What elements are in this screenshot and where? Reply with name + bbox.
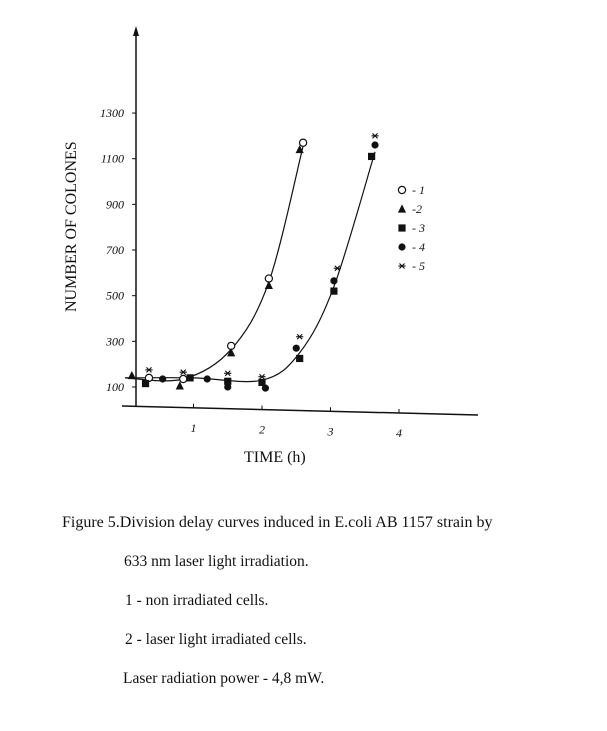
point-series-4 [262,385,269,392]
curve-slow [125,152,375,382]
point-series-2 [265,281,273,289]
point-series-5 [145,367,152,372]
point-series-3 [142,380,149,387]
x-axis-title: TIME (h) [244,449,306,466]
point-series-5 [371,133,378,138]
point-series-5 [180,370,187,375]
point-series-4 [204,375,211,382]
legend-marker-2 [398,204,406,212]
point-series-2 [128,371,136,379]
point-series-1 [300,139,307,146]
point-series-4 [330,277,337,284]
y-tick-label: 300 [106,334,124,349]
point-series-5 [224,371,231,376]
point-series-5 [296,334,303,339]
caption-line-5: Laser radiation power - 4,8 mW. [123,670,325,687]
y-tick-label: 900 [106,197,124,212]
legend-marker-5 [398,263,405,268]
legend-label-5: - 5 [412,259,425,273]
y-ticks [100,106,136,394]
y-tick-label: 500 [106,288,124,303]
legend-label-4: - 4 [412,240,425,254]
legend-marker-4 [398,243,405,250]
x-tick-label: 3 [327,424,334,439]
data-points [128,133,379,391]
curves [125,146,375,381]
x-tick-label: 1 [190,420,197,435]
legend-label-1: - 1 [412,183,425,197]
curve-fast [125,146,303,381]
x-tick-label: 2 [259,422,265,437]
point-series-1 [180,375,187,382]
legend [398,183,425,273]
y-axis [133,26,139,406]
caption-line-3: 1 - non irradiated cells. [125,592,269,609]
point-series-3 [368,153,375,160]
point-series-3 [296,355,303,362]
caption-line-2: 633 nm laser light irradiation. [124,553,309,570]
y-tick-label: 100 [106,380,124,394]
y-tick-label: 700 [106,243,124,258]
point-series-3 [330,288,337,295]
legend-marker-3 [398,224,405,231]
y-axis-title: NUMBER OF COLONES [63,141,80,312]
point-series-4 [224,383,231,390]
point-series-3 [186,374,193,381]
legend-marker-1 [398,186,405,193]
caption-line-1: Figure 5.Division delay curves induced in E.coli AB 1157 strain by [62,514,493,531]
point-series-4 [159,375,166,382]
y-tick-label: 1100 [100,151,124,166]
legend-label-3: - 3 [412,221,425,235]
point-series-5 [258,374,265,379]
x-axis [122,406,478,415]
caption-line-4: 2 - laser light irradiated cells. [125,631,307,648]
point-series-4 [371,141,378,148]
point-series-5 [334,266,341,271]
y-tick-label: 1300 [100,106,124,121]
x-tick-label: 4 [396,426,402,441]
legend-label-2: -2 [412,202,422,216]
point-series-4 [293,345,300,352]
